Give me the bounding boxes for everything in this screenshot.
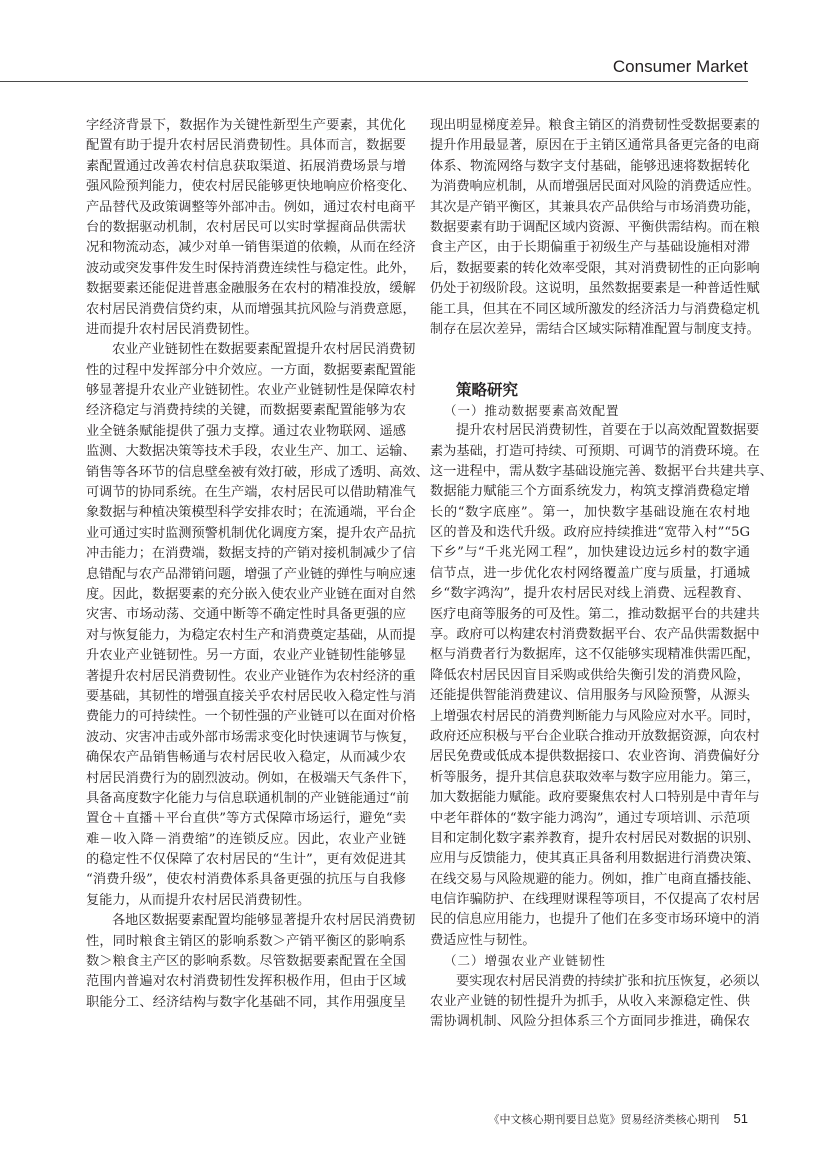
section-heading: 策略研究 xyxy=(456,381,519,400)
running-header-section: Consumer Market xyxy=(612,57,748,76)
text-line: 需协调机制、风险分担体系三个方面同步推进，确保农 xyxy=(430,1014,750,1030)
text-line: 要基础，其韧性的增强直接关乎农村居民收入稳定性与消 xyxy=(86,688,416,704)
text-line: 冲击能力；在消费端，数据支持的产销对接机制减少了信 xyxy=(86,546,416,562)
text-line: 数据能力赋能三个方面系统发力，构筑支撑消费稳定增 xyxy=(430,484,750,500)
text-line: 农村居民消费信贷约束，从而增强其抗风险与消费意愿， xyxy=(86,301,416,317)
text-line: 具备高度数字化能力与信息联通机制的产业链能通过“前 xyxy=(86,790,410,806)
text-line: 置仓＋直播＋平台直供”等方式保障市场运行，避免“卖 xyxy=(86,811,406,827)
text-line: 数据要素有助于调配区域内资源、平衡供需结构。而在粮 xyxy=(430,219,760,235)
text-line: 下乡”与“千兆光网工程”，加快建设边远乡村的数字通 xyxy=(430,545,750,561)
page-footer xyxy=(489,1111,748,1127)
text-line: 可调节的协同系统。在生产端，农村居民可以借助精准气 xyxy=(86,485,416,501)
text-line: 区的普及和迭代升级。政府应持续推进“宽带入村”“5G xyxy=(430,525,750,541)
text-line: 加大数据能力赋能。政府要聚焦农村人口特别是中青年与 xyxy=(430,790,760,806)
text-line: 性，同时粮食主销区的影响系数＞产销平衡区的影响系 xyxy=(86,933,406,949)
text-line: 素配置通过改善农村信息获取渠道、拓展消费场景与增 xyxy=(86,158,406,174)
text-line: 况和物流动态，减少对单一销售渠道的依赖，从而在经济 xyxy=(86,240,416,256)
text-line: 灾害、市场动荡、交通中断等不确定性时具备更强的应 xyxy=(86,607,406,623)
text-line: 够显著提升农业产业链韧性。农业产业链韧性是保障农村 xyxy=(86,383,416,399)
text-line: 上增强农村居民的消费判断能力与风险应对水平。同时， xyxy=(430,708,760,724)
text-line: 配置有助于提升农村居民消费韧性。具体而言，数据要 xyxy=(86,138,406,154)
text-line: 农业产业链韧性在数据要素配置提升农村居民消费韧 xyxy=(112,342,416,358)
text-line: 享。政府可以构建农村消费数据平台、农产品供需数据中 xyxy=(430,627,760,643)
subsection-heading: （一）推动数据要素高效配置 xyxy=(444,402,620,418)
text-line: 仍处于初级阶段。这说明，虽然数据要素是一种普适性赋 xyxy=(430,281,760,297)
subsection-heading: （二）增强农业产业链韧性 xyxy=(444,953,607,969)
text-line: 升农业产业链韧性。另一方面，农业产业链韧性能够显 xyxy=(86,648,406,664)
text-line: 职能分工、经济结构与数字化基础不同，其作用强度呈 xyxy=(86,994,406,1010)
text-line: 乡“数字鸿沟”，提升农村居民对线上消费、远程教育、 xyxy=(430,586,750,602)
text-line: 民的信息应用能力，也提升了他们在多变市场环境中的消 xyxy=(430,912,760,928)
text-line: 析等服务，提升其信息获取效率与数字应用能力。第三， xyxy=(430,769,760,785)
text-line: 象数据与种植决策模型科学安排农时；在流通端，平台企 xyxy=(86,505,416,521)
text-line: 提升作用最显著，原因在于主销区通常具备更完备的电商 xyxy=(430,138,760,154)
text-line: 要实现农村居民消费的持续扩张和抗压恢复，必须以 xyxy=(456,973,760,989)
text-line: 各地区数据要素配置均能够显著提升农村居民消费韧 xyxy=(112,913,416,929)
text-line: 现出明显梯度差异。粮食主销区的消费韧性受数据要素的 xyxy=(430,118,760,133)
paragraph xyxy=(86,116,416,340)
text-line: 费能力的可持续性。一个韧性强的产业链可以在面对价格 xyxy=(86,709,416,725)
text-line: 度。因此，数据要素的充分嵌入使农业产业链在面对自然 xyxy=(86,586,416,602)
text-line: 著提升农村居民消费韧性。农业产业链作为农村经济的重 xyxy=(86,668,416,684)
text-line: 素为基础，打造可持续、可预期、可调节的消费环境。在 xyxy=(430,443,760,459)
text-line: 产品替代及政策调整等外部冲击。例如，通过农村电商平 xyxy=(86,199,416,215)
paragraph xyxy=(86,340,429,911)
text-line: 业全链条赋能提供了强力支撑。通过农业物联网、遥感 xyxy=(86,423,406,439)
text-line: 体系、物流网络与数字支付基础，能够迅速将数据转化 xyxy=(430,158,750,174)
text-line: 的稳定性不仅保障了农村居民的“生计”，更有效促进其 xyxy=(86,852,406,868)
text-line: 应用与反馈能力，使其真正具备利用数据进行消费决策、 xyxy=(430,851,760,867)
text-line: 性的过程中发挥部分中介效应。一方面，数据要素配置能 xyxy=(86,362,416,378)
paragraph xyxy=(430,116,760,340)
paragraph xyxy=(430,421,773,951)
text-line: 波动、灾害冲击或外部市场需求变化时快速调节与恢复， xyxy=(86,729,416,745)
text-line: 监测、大数据决策等技术手段，农业生产、加工、运输、 xyxy=(86,444,416,460)
text-line: 制存在层次差异，需结合区域实际精准配置与制度支持。 xyxy=(430,321,760,337)
text-line: 对与恢复能力，为稳定农村生产和消费奠定基础，从而提 xyxy=(86,627,416,643)
text-line: 复能力，从而提升农村居民消费韧性。 xyxy=(86,892,311,908)
footer-journal: 《中文核心期刊要目总览》贸易经济类核心期刊 xyxy=(488,1114,720,1126)
text-line: 为消费响应机制，从而增强居民面对风险的消费适应性。 xyxy=(430,179,760,195)
right-column xyxy=(430,116,773,1033)
text-line: 居民免费或低成本提供数据接口、农业咨询、消费偏好分 xyxy=(430,749,760,765)
text-line: “消费升级”，使农村消费体系具备更强的抗压与自我修 xyxy=(86,872,406,888)
text-line: 销售等各环节的信息壁垒被有效打破，形成了透明、高效、 xyxy=(86,464,429,480)
text-line: 中老年群体的“数字能力鸿沟”，通过专项培训、示范项 xyxy=(430,810,750,826)
text-line: 电信诈骗防护、在线理财课程等项目，不仅提高了农村居 xyxy=(430,892,760,908)
text-line: 数据要素还能促进普惠金融服务在农村的精准投放，缓解 xyxy=(86,281,416,297)
text-line: 息错配与农产品滞销问题，增强了产业链的弹性与响应速 xyxy=(86,566,416,582)
text-line: 在线交易与风险规避的能力。例如，推广电商直播技能、 xyxy=(430,871,760,887)
text-line: 还能提供智能消费建议、信用服务与风险预警，从源头 xyxy=(430,688,750,704)
left-column xyxy=(86,116,429,1013)
text-line: 枢与消费者行为数据库，这不仅能够实现精准供需匹配， xyxy=(430,647,760,663)
text-line: 政府还应积极与平台企业联合推动开放数据资源，向农村 xyxy=(430,728,760,744)
text-line: 这一进程中，需从数字基础设施完善、数据平台共建共享、 xyxy=(430,463,773,479)
text-line: 确保农产品销售畅通与农村居民收入稳定，从而减少农 xyxy=(86,750,406,766)
text-line: 数＞粮食主产区的影响系数。尽管数据要素配置在全国 xyxy=(86,954,406,970)
text-line: 强风险预判能力，使农村居民能够更快地响应价格变化、 xyxy=(86,179,416,195)
text-line: 目和定制化数字素养教育，提升农村居民对数据的识别、 xyxy=(430,830,760,846)
text-line: 难－收入降－消费缩”的连锁反应。因此，农业产业链 xyxy=(86,831,406,847)
text-line: 农业产业链的韧性提升为抓手，从收入来源稳定性、供 xyxy=(430,994,750,1010)
text-line: 村居民消费行为的剧烈波动。例如，在极端天气条件下， xyxy=(86,770,416,786)
text-line: 范围内普遍对农村消费韧性发挥积极作用，但由于区域 xyxy=(86,974,406,990)
text-line: 波动或突发事件发生时保持消费连续性与稳定性。此外， xyxy=(86,260,416,276)
text-line: 提升农村居民消费韧性，首要在于以高效配置数据要 xyxy=(456,423,760,439)
text-line: 降低农村居民因盲目采购或供给失衡引发的消费风险， xyxy=(430,667,750,683)
text-line: 后，数据要素的转化效率受限，其对消费韧性的正向影响 xyxy=(430,260,760,276)
text-line: 医疗电商等服务的可及性。第二，推动数据平台的共建共 xyxy=(430,606,760,622)
text-line: 台的数据驱动机制，农村居民可以实时掌握商品供需状 xyxy=(86,219,406,235)
paragraph xyxy=(430,972,760,1033)
text-line: 经济稳定与消费持续的关键，而数据要素配置能够为农 xyxy=(86,403,406,419)
text-line: 进而提升农村居民消费韧性。 xyxy=(86,321,258,337)
text-line: 费适应性与韧性。 xyxy=(430,932,536,948)
text-line: 字经济背景下，数据作为关键性新型生产要素，其优化 xyxy=(86,118,406,133)
text-line: 长的“数字底座”。第一，加快数字基础设施在农村地 xyxy=(430,504,750,520)
header-rule xyxy=(0,81,748,82)
text-line: 其次是产销平衡区，其兼具农产品供给与市场消费功能， xyxy=(430,199,760,215)
text-line: 食主产区，由于长期偏重于初级生产与基础设施相对滞 xyxy=(430,240,750,256)
text-line: 业可通过实时监测预警机制优化调度方案，提升农产品抗 xyxy=(86,525,416,541)
text-line: 信节点，进一步优化农村网络覆盖广度与质量，打通城 xyxy=(430,565,750,581)
page-number: 51 xyxy=(733,1111,748,1126)
text-line: 能工具，但其在不同区域所激发的经济活力与消费稳定机 xyxy=(430,301,760,317)
paragraph xyxy=(86,911,416,1013)
